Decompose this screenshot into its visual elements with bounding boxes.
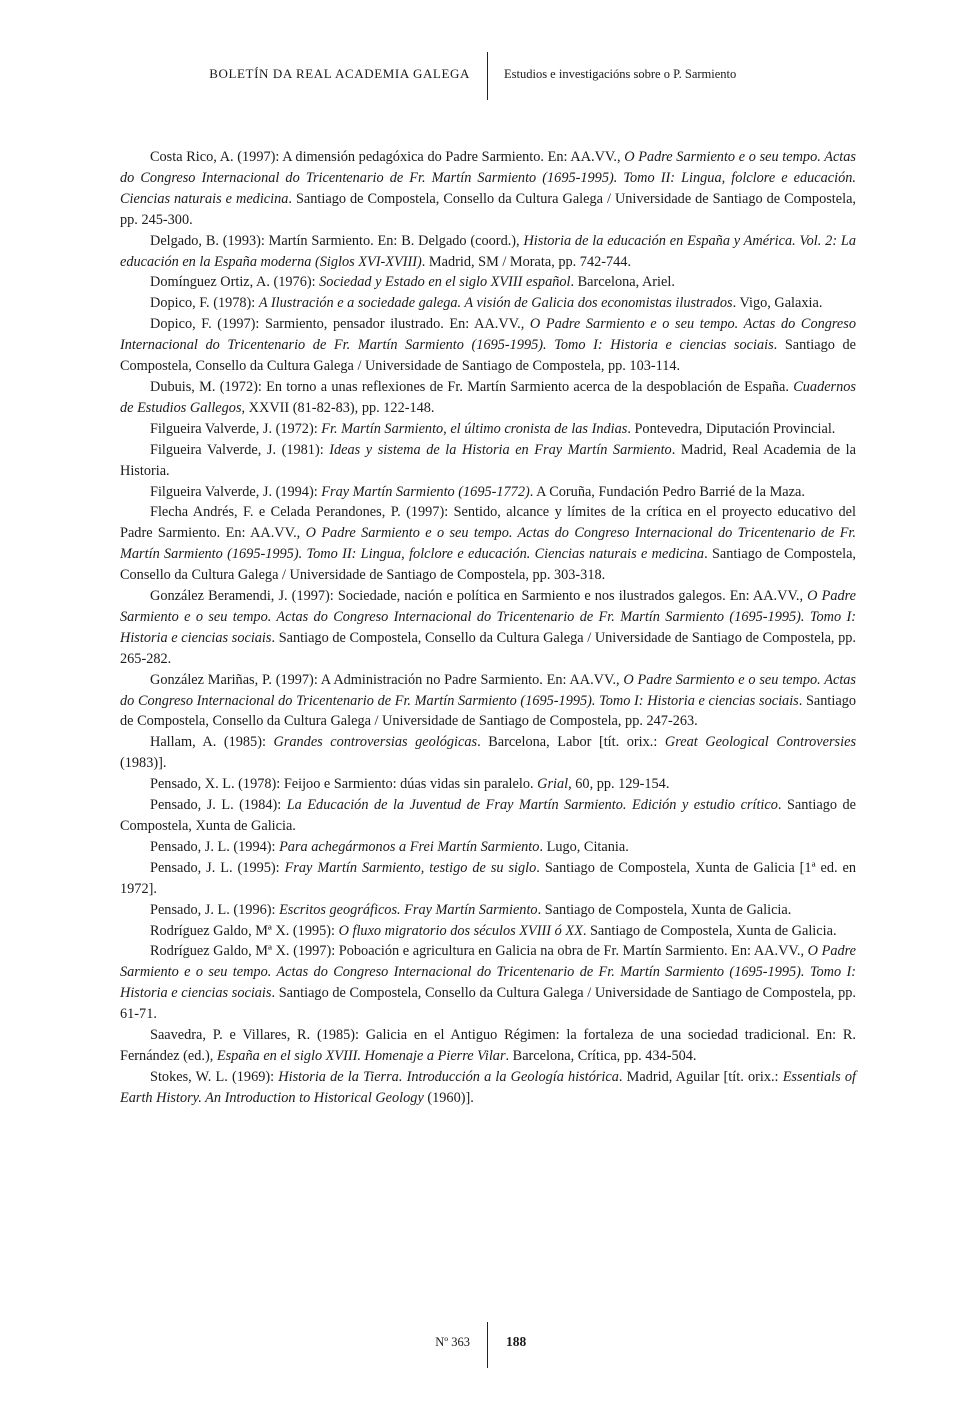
reference-entry	[120, 858, 856, 900]
reference-entry	[120, 837, 856, 858]
reference-title: A Ilustración e a sociedade galega. A visión de Galicia dos economistas ilustrados	[258, 295, 733, 312]
reference-text: Dopico, F. (1978):	[150, 295, 259, 312]
reference-entry	[120, 670, 856, 733]
page-header	[0, 52, 975, 100]
reference-title: Great Geological Controversies	[664, 734, 857, 751]
reference-text: Costa Rico, A. (1997): A dimensión pedagóxica do Padre Sarmiento. En: AA.VV.,	[150, 149, 625, 165]
reference-title: Grial	[537, 776, 569, 793]
reference-text: . A Coruña, Fundación Pedro Barrié de la Maza.	[529, 483, 805, 500]
reference-entry	[120, 921, 856, 942]
reference-entry	[120, 941, 856, 1025]
reference-title: La Educación de la Juventud de Fray Martín Sarmiento. Edición y estudio crítico	[286, 797, 778, 814]
reference-title: O Padre Sarmiento e o seu tempo. Actas do Congreso Internacional do Tricentenario de Fr. Martín Sarmiento (1695-1995). Tomo II: Lingua, folclore e educación. Ciencias naturais e medicina	[120, 525, 856, 563]
reference-text: Rodríguez Galdo, Mª X. (1995):	[150, 922, 339, 939]
reference-title: Ideas y sistema de la Historia en Fray Martín Sarmiento	[329, 441, 672, 458]
reference-title: Historia de la educación en España y América. Vol. 2: La educación en la España moderna (Siglos XVI-XVIII)	[120, 232, 857, 270]
reference-entry	[120, 1067, 856, 1109]
reference-entry	[120, 900, 856, 921]
reference-text: . Madrid, Aguilar [tít. orix.:	[618, 1068, 783, 1085]
reference-entry	[120, 586, 856, 670]
reference-entry	[120, 231, 856, 273]
reference-text: (1960)].	[423, 1089, 474, 1106]
reference-text: Delgado, B. (1993): Martín Sarmiento. En: B. Delgado (coord.),	[150, 232, 524, 249]
page-footer	[0, 1322, 975, 1368]
reference-title: Sociedad y Estado en el siglo XVIII español	[319, 274, 571, 291]
reference-entry	[120, 419, 856, 440]
reference-text: (1983)].	[120, 755, 167, 772]
reference-text: Domínguez Ortiz, A. (1976):	[150, 274, 320, 291]
reference-text: . Santiago de Compostela, Consello da Cultura Galega / Universidade de Santiago de Compostela, pp. 303-318.	[120, 546, 856, 584]
reference-title: Historia de la Tierra. Introducción a la Geología histórica	[278, 1068, 619, 1085]
reference-text: . Santiago de Compostela, Consello da Cultura Galega / Universidade de Santiago de Compostela, pp. 61-71.	[120, 985, 856, 1023]
reference-title: Grandes controversias geológicas	[273, 734, 478, 751]
reference-text: Pensado, J. L. (1996):	[150, 901, 280, 918]
reference-text: Pensado, J. L. (1995):	[150, 859, 285, 876]
reference-entry	[120, 482, 856, 503]
reference-text: . Santiago de Compostela, Xunta de Galicia.	[582, 922, 837, 939]
reference-title: O Padre Sarmiento e o seu tempo. Actas do Congreso Internacional do Tricentenario de Fr. Martín Sarmiento (1695-1995). Tomo I: Historia e ciencias sociais	[120, 588, 856, 646]
footer-divider	[487, 1322, 488, 1368]
journal-title: BOLETÍN DA REAL ACADEMIA GALEGA	[209, 66, 470, 81]
reference-title: Cuadernos de Estudios Gallegos	[120, 378, 856, 416]
reference-entry	[120, 795, 856, 837]
reference-text: , 60, pp. 129-154.	[568, 776, 670, 793]
reference-text: . Santiago de Compostela, Xunta de Galicia.	[537, 901, 792, 918]
reference-text: Stokes, W. L. (1969):	[150, 1068, 279, 1085]
reference-text: . Santiago de Compostela, Consello da Cultura Galega / Universidade de Santiago de Compostela, pp. 265-282.	[120, 629, 856, 667]
reference-text: Hallam, A. (1985):	[150, 734, 274, 751]
reference-text: Filgueira Valverde, J. (1972):	[150, 420, 322, 437]
reference-text: Filgueira Valverde, J. (1981):	[150, 441, 330, 458]
reference-text: González Beramendi, J. (1997): Sociedade, nación e política en Sarmiento e nos ilustrados galegos. En: AA.VV.,	[150, 588, 808, 605]
issue-number: Nº 363	[435, 1335, 470, 1349]
reference-title: Para achegármonos a Frei Martín Sarmiento	[279, 838, 540, 855]
reference-text: . Santiago de Compostela, Consello da Cultura Galega / Universidade de Santiago de Compostela, pp. 103-114.	[120, 337, 856, 375]
reference-title: O Padre Sarmiento e o seu tempo. Actas do Congreso Internacional do Tricentenario de Fr. Martín Sarmiento (1695-1995). Tomo I: Historia e ciencias sociais	[120, 316, 856, 354]
reference-entry	[120, 293, 856, 314]
reference-text: Pensado, J. L. (1984):	[150, 797, 287, 814]
reference-title: Fr. Martín Sarmiento, el último cronista de las Indias	[321, 420, 628, 437]
reference-text: . Pontevedra, Diputación Provincial.	[627, 420, 836, 437]
reference-text: . Vigo, Galaxia.	[732, 295, 823, 312]
reference-title: Essentials of Earth History. An Introduction to Historical Geology	[120, 1068, 856, 1106]
reference-text: . Lugo, Citania.	[539, 838, 629, 855]
reference-text: Dubuis, M. (1972): En torno a unas reflexiones de Fr. Martín Sarmiento acerca de la despoblación de España.	[150, 378, 794, 395]
reference-text: . Madrid, Real Academia de la Historia.	[120, 441, 856, 479]
reference-entry	[120, 732, 856, 774]
reference-text: . Barcelona, Crítica, pp. 434-504.	[505, 1047, 697, 1064]
reference-entry	[120, 1025, 856, 1067]
reference-text: González Mariñas, P. (1997): A Administración no Padre Sarmiento. En: AA.VV.,	[150, 671, 624, 688]
reference-entry	[120, 147, 856, 231]
reference-text: Pensado, J. L. (1994):	[150, 838, 280, 855]
reference-entry	[120, 774, 856, 795]
reference-text: . Santiago de Compostela, Consello da Cultura Galega / Universidade de Santiago de Compostela, pp. 247-263.	[120, 692, 856, 730]
reference-entry	[120, 314, 856, 377]
reference-entry	[120, 502, 856, 586]
reference-text: Flecha Andrés, F. e Celada Perandones, P. (1997): Sentido, alcance y límites de la crítica en el proyecto educativo del Padre Sarmiento. En: AA.VV.,	[120, 504, 856, 542]
reference-text: . Madrid, SM / Morata, pp. 742-744.	[421, 253, 632, 270]
section-title: Estudios e investigacións sobre o P. Sarmiento	[504, 67, 737, 81]
reference-text: Pensado, X. L. (1978): Feijoo e Sarmiento: dúas vidas sin paralelo.	[150, 776, 538, 793]
page-number: 188	[506, 1334, 527, 1349]
reference-title: Fray Martín Sarmiento (1695-1772)	[321, 483, 530, 500]
reference-text: Dopico, F. (1997): Sarmiento, pensador ilustrado. En: AA.VV.,	[150, 316, 530, 333]
reference-text: Saavedra, P. e Villares, R. (1985): Galicia en el Antiguo Régimen: la fortaleza de una sociedad tradicional. En: R. Fernández (ed.),	[120, 1027, 856, 1064]
reference-text: , XXVII (81-82-83), pp. 122-148.	[241, 399, 435, 416]
reference-text: . Santiago de Compostela, Xunta de Galicia [1ª ed. en 1972].	[120, 859, 856, 897]
reference-title: Escritos geográficos. Fray Martín Sarmiento	[279, 901, 538, 918]
reference-title: O Padre Sarmiento e o seu tempo. Actas do Congreso Internacional do Tricentenario de Fr. Martín Sarmiento (1695-1995). Tomo I: Historia e ciencias sociais	[120, 943, 856, 1002]
reference-text: Filgueira Valverde, J. (1994):	[150, 483, 322, 500]
reference-title: O Padre Sarmiento e o seu tempo. Actas do Congreso Internacional do Tricentenario de Fr. Martín Sarmiento (1695-1995). Tomo II: Lingua, folclore e educación. Ciencias naturais e medicina	[120, 149, 856, 207]
reference-title: O fluxo migratorio dos séculos XVIII ó XX	[338, 922, 583, 939]
reference-text: . Santiago de Compostela, Consello da Cultura Galega / Universidade de Santiago de Compostela, pp. 245-300.	[120, 190, 857, 228]
reference-text: . Santiago de Compostela, Xunta de Galicia.	[120, 797, 856, 834]
reference-list	[120, 147, 856, 1109]
header-divider	[487, 52, 488, 100]
reference-title: O Padre Sarmiento e o seu tempo. Actas do Congreso Internacional do Tricentenario de Fr. Martín Sarmiento (1695-1995). Tomo I: Historia e ciencias sociais	[120, 671, 857, 709]
reference-title: Fray Martín Sarmiento, testigo de su siglo	[284, 859, 537, 876]
reference-title: España en el siglo XVIII. Homenaje a Pierre Vilar	[216, 1047, 506, 1064]
reference-text: . Barcelona, Labor [tít. orix.:	[477, 734, 665, 751]
reference-text: . Barcelona, Ariel.	[570, 274, 675, 291]
reference-entry	[120, 440, 856, 482]
reference-text: Rodríguez Galdo, Mª X. (1997): Poboación e agricultura en Galicia na obra de Fr. Martín Sarmiento. En: AA.VV.,	[150, 943, 808, 960]
reference-entry	[120, 272, 856, 293]
reference-entry	[120, 377, 856, 419]
